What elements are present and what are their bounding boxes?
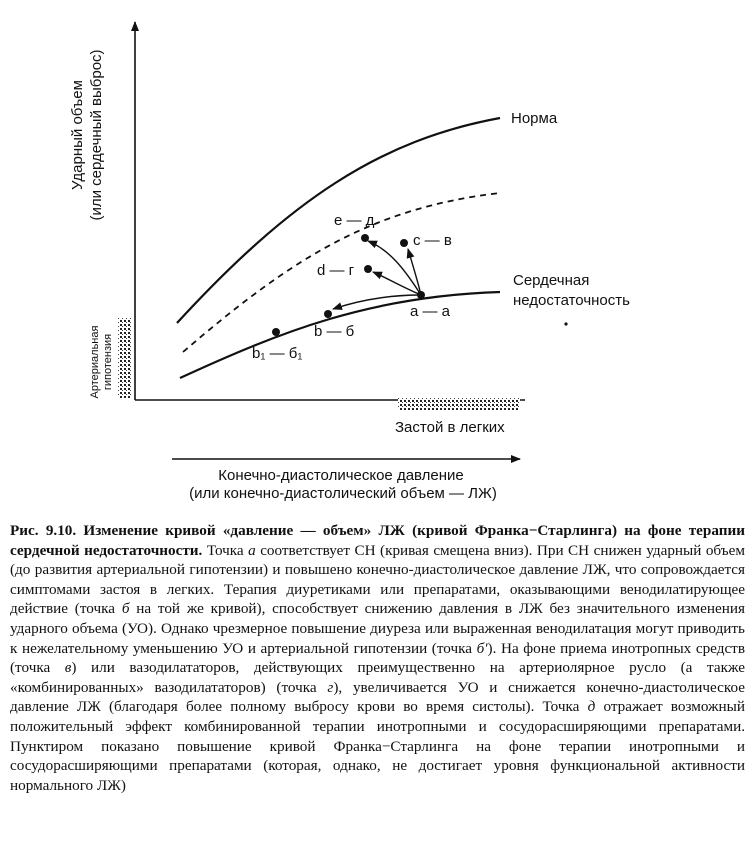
congestion-label: Застой в легких — [395, 419, 505, 436]
figure-caption — [10, 521, 745, 795]
arrow-a-to-c — [408, 249, 421, 295]
caption-point-ref: д — [587, 698, 596, 716]
hypotension-label-line1: Артериальная — [89, 325, 101, 399]
caption-point-ref: б — [121, 600, 130, 618]
point-b-label: b — б — [314, 323, 355, 340]
curve-failure-label-line1: Сердечная — [513, 272, 590, 289]
point-c — [400, 239, 408, 247]
congestion-zone — [398, 398, 520, 410]
point-b1 — [272, 328, 280, 336]
caption-text: Точка — [202, 541, 249, 559]
caption-text: на той же кривой), способствует снижению давления в ЛЖ без значительного изменения ударного объема (УО). Однако чрезмерное повышение диуреза или выраженная венодилатация могут приводить к нежелательному уменьшению УО и артериальной гипотензии (точка — [10, 600, 745, 657]
caption-text: отражает возможный положительный эффект комбинированной терапии инотропными и сосудорасширяющими препаратами. Пунктиром показано повышение кривой Франка−Старлинга на фоне терапии инотропными и сосудорасширяющими препаратами (которая, однако, не достигает уровня функциональной активности нормального ЛЖ) — [10, 698, 746, 794]
x-axis-label-line2: (или конечно-диастолический объем — ЛЖ) — [189, 485, 497, 502]
dot-mark — [564, 322, 567, 325]
caption-text: ), увеличивается УО и снижается конечно-диастолическое давление ЛЖ (благодаря более полному выбросу крови во время систолы). Точка — [10, 678, 746, 716]
point-e-label: e — д — [334, 212, 375, 229]
y-axis-label-line2: (или сердечный выброс) — [88, 49, 105, 221]
hypotension-zone — [118, 318, 132, 398]
point-d — [364, 265, 372, 273]
point-c-label: c — в — [413, 232, 452, 249]
y-axis-label-line1: Ударный объем — [69, 80, 86, 190]
hypotension-label-line2: гипотензия — [102, 333, 114, 391]
caption-text: ) или вазодилататоров, действующих преимущественно на артериолярное русло (а также «комбинированных» вазодилататоров) (точка — [10, 659, 745, 696]
point-a — [417, 291, 425, 299]
caption-point-ref: а — [248, 541, 256, 559]
caption-title: Рис. 9.10. Изменение кривой «давление — объем» ЛЖ (кривой Франка−Старлинга) на фоне терапии сердечной недостаточности. — [10, 522, 745, 559]
caption-point-ref: г — [327, 678, 334, 696]
x-axis-label-line1: Конечно-диастолическое давление — [218, 467, 464, 484]
curve-normal-label: Норма — [511, 110, 558, 127]
point-d-label: d — г — [317, 262, 355, 279]
point-b1-label: b₁ — б₁ — [252, 345, 303, 362]
caption-point-ref: в — [64, 659, 72, 677]
point-e — [361, 234, 369, 242]
curve-failure-label-line2: недостаточность — [513, 292, 630, 309]
caption-point-ref: б′ — [476, 639, 488, 657]
caption-text: соответствует СН (кривая смещена вниз). При СН снижен ударный объем (до развития артериальной гипотензии) и повышено конечно-диастолическое давление ЛЖ, что сопровождается симптомами застоя в легких. Терапия диуретиками или препаратами, оказывающими венодилатирующее действие (точка — [10, 541, 745, 618]
point-a-label: а — а — [410, 303, 451, 320]
caption-text: ). На фоне приема инотропных средств (точка — [10, 639, 745, 677]
point-b — [324, 310, 332, 318]
